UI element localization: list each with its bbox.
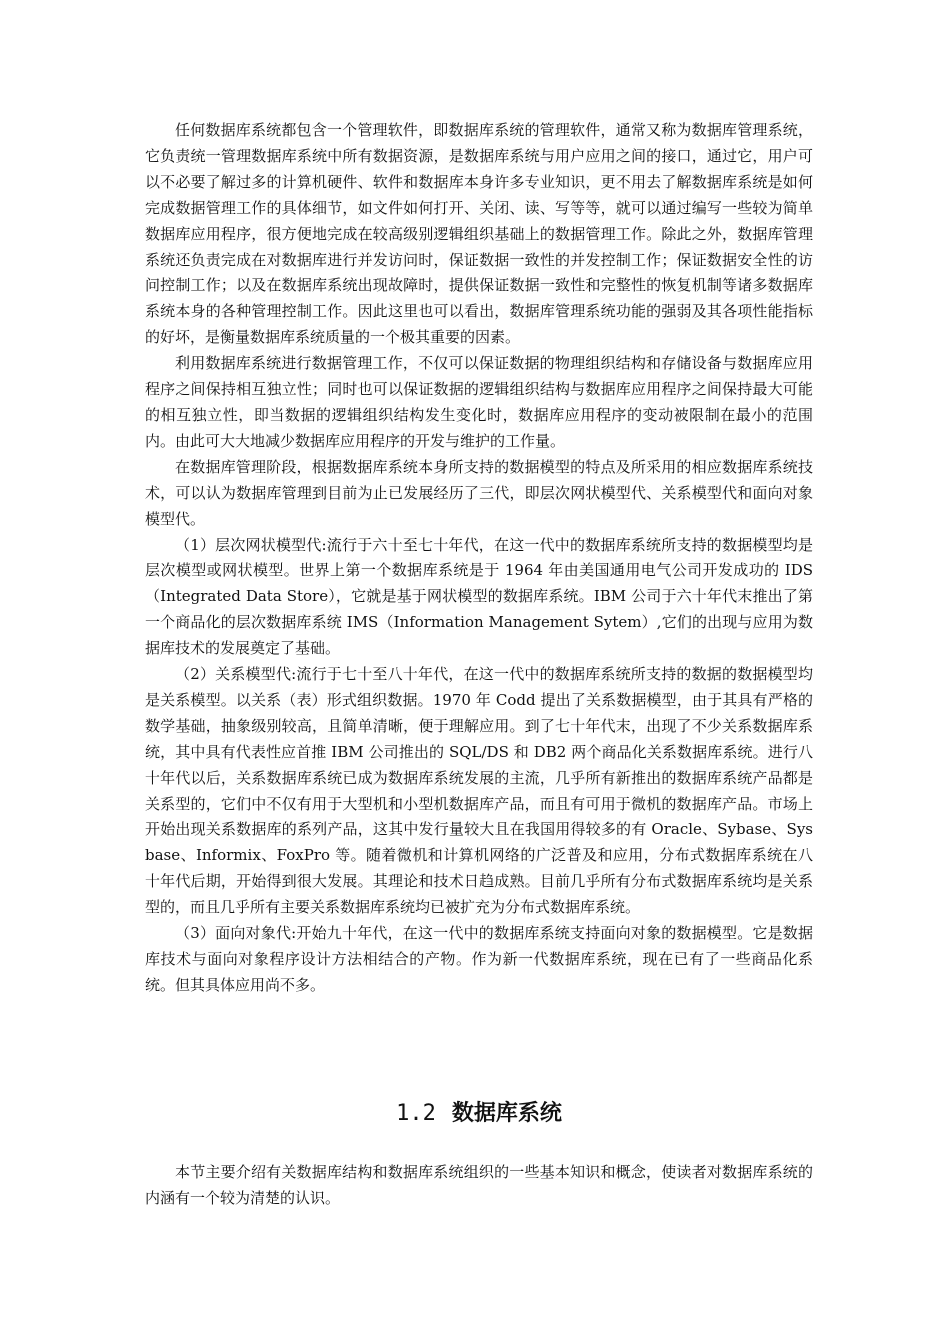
paragraph-intro: 本节主要介绍有关数据库结构和数据库系统组织的一些基本知识和概念，使读者对数据库系统的内涵有一个较为清楚的认识。 <box>145 1163 813 1207</box>
paragraph-object-model: （3）面向对象代:开始九十年代，在这一代中的数据库系统支持面向对象的数据模型。它是数据库技术与面向对象程序设计方法相结合的产物。作为新一代数据库系统，现在已有了一些商品化系统。但其具体应用尚不多。 <box>145 924 813 994</box>
section-title: 数据库系统 <box>451 1101 562 1126</box>
body-text <box>145 118 813 999</box>
paragraph-hierarchical-model: （1）层次网状模型代:流行于六十至七十年代，在这一代中的数据库系统所支持的数据模型均是层次模型或网状模型。世界上第一个数据库系统是于 1964 年由美国通用电气公司开发成功的 IDS（Integrated Data Store），它就是基于网状模型的数据库系统。IBM 公司于六十年代末推出了第一个商品化的层次数据库系统 IMS（Information Management Sytem）,它们的出现与应用为数据库技术的发展奠定了基础。 <box>145 535 813 658</box>
paragraph-generations: 在数据库管理阶段，根据数据库系统本身所支持的数据模型的特点及所采用的相应数据库系统技术，可以认为数据库管理到目前为止已发展经历了三代，即层次网状模型代、关系模型代和面向对象模型代。 <box>145 457 813 528</box>
section-number: 1.2 <box>396 1101 436 1126</box>
section-intro <box>145 1160 813 1212</box>
section-heading <box>145 1096 813 1132</box>
paragraph-dbms: 任何数据库系统都包含一个管理软件，即数据库系统的管理软件，通常又称为数据库管理系统，它负责统一管理数据库系统中所有数据资源，是数据库系统与用户应用之间的接口，通过它，用户可以不必要了解过多的计算机硬件、软件和数据库本身许多专业知识，更不用去了解数据库系统是如何完成数据管理工作的具体细节，如文件如何打开、关闭、读、写等等，就可以通过编写一些较为简单数据库应用程序，很方便地完成在较高级别逻辑组织基础上的数据管理工作。除此之外，数据库管理系统还负责完成在对数据库进行并发访问时，保证数据一致性的并发控制工作；保证数据安全性的访问控制工作；以及在数据库系统出现故障时，提供保证数据一致性和完整性的恢复机制等诸多数据库系统本身的各种管理控制工作。因此这里也可以看出，数据库管理系统功能的强弱及其各项性能指标的好坏，是衡量数据库系统质量的一个极其重要的因素。 <box>145 121 813 347</box>
paragraph-relational-model: （2）关系模型代:流行于七十至八十年代，在这一代中的数据库系统所支持的数据的数据模型均是关系模型。以关系（表）形式组织数据。1970 年 Codd 提出了关系数据模型，由于其具有严格的数学基础，抽象级别较高，且简单清晰，便于理解应用。到了七十年代末，出现了不少关系数据库系统，其中具有代表性应首推 IBM 公司推出的 SQL/DS 和 DB2 两个商品化关系数据库系统。进行八十年代以后，关系数据库系统已成为数据库系统发展的主流，几乎所有新推出的数据库系统产品都是关系型的，它们中不仅有用于大型机和小型机数据库产品，而且有可用于微机的数据库产品。市场上开始出现关系数据库的系列产品，这其中发行量较大且在我国用得较多的有 Oracle、Sybase、Sysbase、Informix、FoxPro 等。随着微机和计算机网络的广泛普及和应用，分布式数据库系统在八十年代后期，开始得到很大发展。其理论和技术日趋成熟。目前几乎所有分布式数据库系统均是关系型的，而且几乎所有主要关系数据库系统均已被扩充为分布式数据库系统。 <box>145 665 813 917</box>
paragraph-independence: 利用数据库系统进行数据管理工作，不仅可以保证数据的物理组织结构和存储设备与数据库应用程序之间保持相互独立性；同时也可以保证数据的逻辑组织结构与数据库应用程序之间保持最大可能的相互独立性，即当数据的逻辑组织结构发生变化时，数据库应用程序的变动被限制在最小的范围内。由此可大大地减少数据库应用程序的开发与维护的工作量。 <box>145 354 813 450</box>
